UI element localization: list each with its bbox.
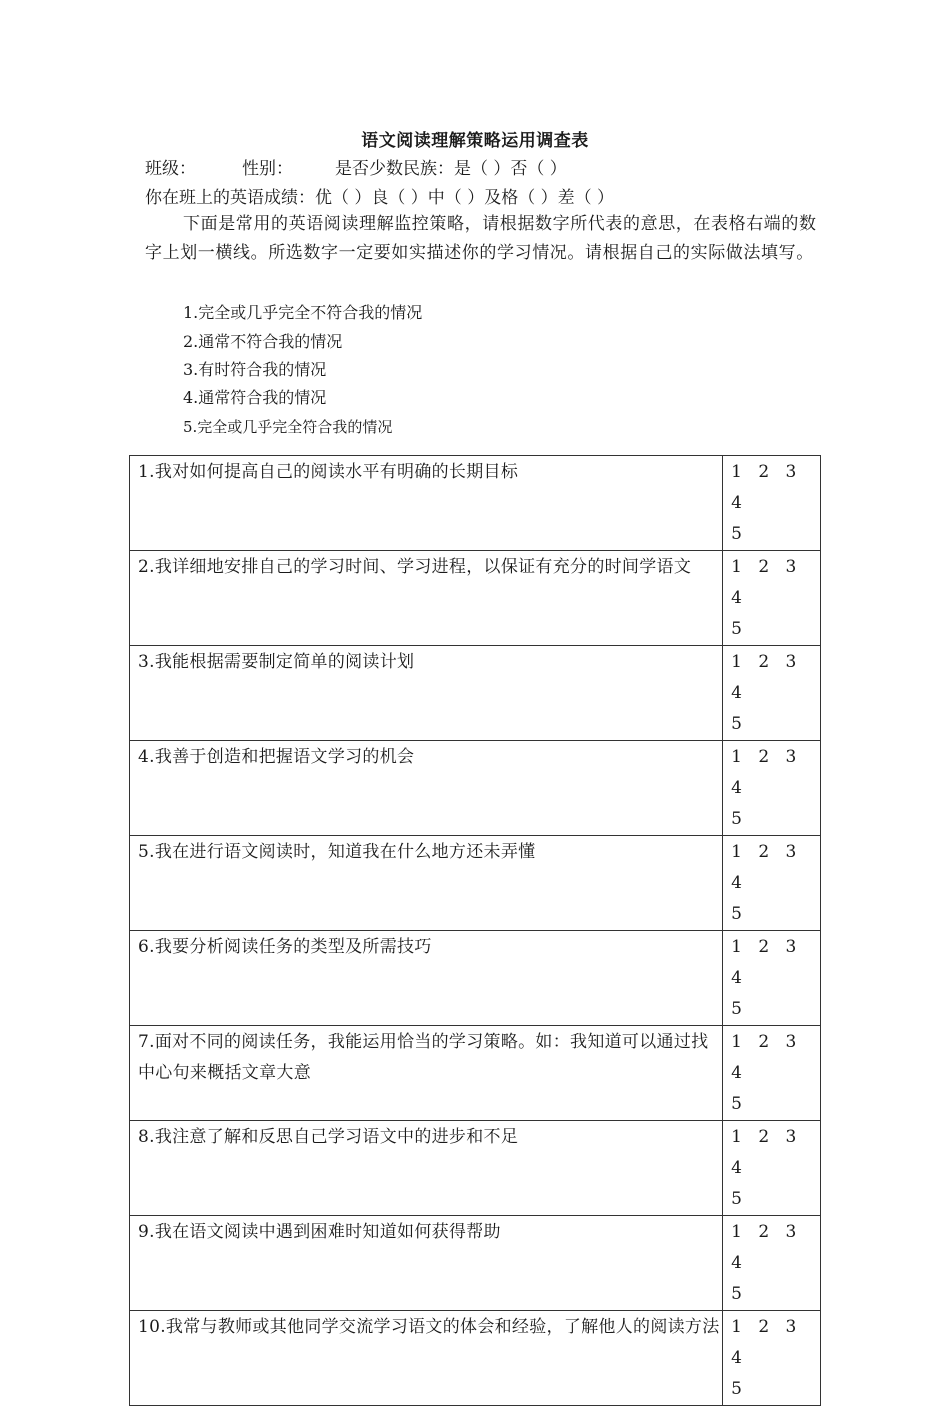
rating-option-5[interactable]: 5 bbox=[731, 1284, 743, 1304]
question-cell: 1.我对如何提高自己的阅读水平有明确的长期目标 bbox=[130, 456, 723, 551]
question-cell: 5.我在进行语文阅读时，知道我在什么地方还未弄懂 bbox=[130, 836, 723, 931]
question-cell: 4.我善于创造和把握语文学习的机会 bbox=[130, 741, 723, 836]
scale-item-4: 4.通常符合我的情况 bbox=[183, 388, 327, 407]
rating-option-5[interactable]: 5 bbox=[731, 619, 743, 639]
rating-option-5[interactable]: 5 bbox=[731, 714, 743, 734]
question-cell: 10.我常与教师或其他同学交流学习语文的体会和经验，了解他人的阅读方法 bbox=[130, 1311, 723, 1406]
question-cell: 9.我在语文阅读中遇到困难时知道如何获得帮助 bbox=[130, 1216, 723, 1311]
table-row bbox=[130, 456, 821, 551]
rating-options[interactable]: 1 2 3 4 bbox=[731, 557, 798, 608]
rating-option-5[interactable]: 5 bbox=[731, 809, 743, 829]
table-row bbox=[130, 1026, 821, 1121]
scale-item-1: 1.完全或几乎完全不符合我的情况 bbox=[183, 303, 423, 322]
scale-item-3: 3.有时符合我的情况 bbox=[183, 360, 327, 379]
rating-option-5[interactable]: 5 bbox=[731, 999, 743, 1019]
question-cell: 3.我能根据需要制定简单的阅读计划 bbox=[130, 646, 723, 741]
rating-options[interactable]: 1 2 3 4 bbox=[731, 652, 798, 703]
scale-item-2: 2.通常不符合我的情况 bbox=[183, 332, 343, 351]
table-row bbox=[130, 646, 821, 741]
instructions-paragraph: 下面是常用的英语阅读理解监控策略，请根据数字所代表的意思，在表格右端的数字上划一横线。所选数字一定要如实描述你的学习情况。请根据自己的实际做法填写。 bbox=[145, 214, 817, 263]
rating-cell[interactable] bbox=[723, 551, 821, 646]
rating-cell[interactable] bbox=[723, 836, 821, 931]
rating-cell[interactable] bbox=[723, 456, 821, 551]
rating-cell[interactable] bbox=[723, 646, 821, 741]
question-cell: 6.我要分析阅读任务的类型及所需技巧 bbox=[130, 931, 723, 1026]
table-row bbox=[130, 1311, 821, 1406]
rating-cell[interactable] bbox=[723, 1026, 821, 1121]
rating-options[interactable]: 1 2 3 4 bbox=[731, 462, 798, 513]
rating-option-5[interactable]: 5 bbox=[731, 524, 743, 544]
rating-option-5[interactable]: 5 bbox=[731, 1379, 743, 1399]
rating-cell[interactable] bbox=[723, 1121, 821, 1216]
rating-cell[interactable] bbox=[723, 741, 821, 836]
rating-options[interactable]: 1 2 3 4 bbox=[731, 842, 798, 893]
rating-options[interactable]: 1 2 3 4 bbox=[731, 1317, 798, 1368]
english-score-line: 你在班上的英语成绩：优（ ）良（ ）中（ ）及格（ ）差（ ） bbox=[145, 188, 615, 208]
rating-option-5[interactable]: 5 bbox=[731, 1189, 743, 1209]
student-info-row bbox=[145, 154, 825, 178]
table-row bbox=[130, 741, 821, 836]
rating-options[interactable]: 1 2 3 4 bbox=[731, 747, 798, 798]
class-label: 班级： bbox=[145, 159, 196, 179]
rating-cell[interactable] bbox=[723, 1216, 821, 1311]
question-cell: 2.我详细地安排自己的学习时间、学习进程，以保证有充分的时间学语文 bbox=[130, 551, 723, 646]
table-row bbox=[130, 931, 821, 1026]
gender-label: 性别： bbox=[242, 159, 293, 179]
table-row bbox=[130, 1216, 821, 1311]
scale-item-5: 5.完全或几乎完全符合我的情况 bbox=[183, 418, 393, 436]
rating-options[interactable]: 1 2 3 4 bbox=[731, 1127, 798, 1178]
rating-options[interactable]: 1 2 3 4 bbox=[731, 1032, 798, 1083]
page-title: 语文阅读理解策略运用调查表 bbox=[361, 131, 589, 151]
rating-cell[interactable] bbox=[723, 931, 821, 1026]
question-cell: 7.面对不同的阅读任务，我能运用恰当的学习策略。如：我知道可以通过找中心句来概括文章大意 bbox=[130, 1026, 723, 1121]
rating-cell[interactable] bbox=[723, 1311, 821, 1406]
rating-option-5[interactable]: 5 bbox=[731, 904, 743, 924]
question-cell: 8.我注意了解和反思自己学习语文中的进步和不足 bbox=[130, 1121, 723, 1216]
minority-label: 是否少数民族：是（ ）否（ ） bbox=[335, 159, 567, 179]
rating-options[interactable]: 1 2 3 4 bbox=[731, 937, 798, 988]
table-row bbox=[130, 551, 821, 646]
table-row bbox=[130, 1121, 821, 1216]
rating-options[interactable]: 1 2 3 4 bbox=[731, 1222, 798, 1273]
rating-option-5[interactable]: 5 bbox=[731, 1094, 743, 1114]
table-row bbox=[130, 836, 821, 931]
survey-table bbox=[129, 455, 821, 1406]
